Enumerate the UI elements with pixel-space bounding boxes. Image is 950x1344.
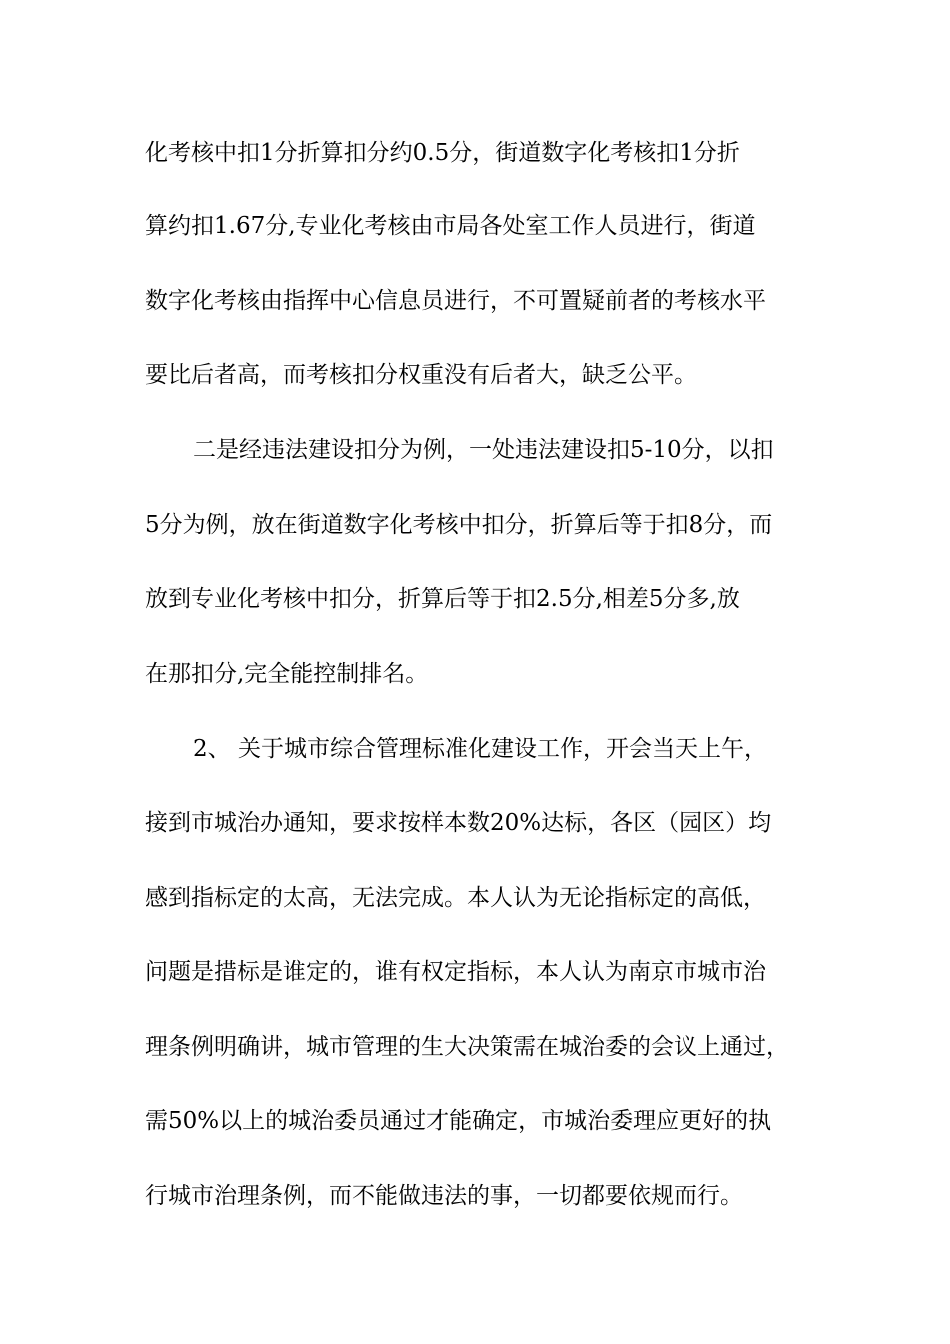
text-line-1: 化考核中扣1分折算扣分约0.5分，街道数字化考核扣1分折 <box>145 140 740 166</box>
text-line-4: 要比后者高，而考核扣分权重没有后者大，缺乏公平。 <box>145 362 697 388</box>
text-line-8: 在那扣分,完全能控制排名。 <box>145 661 429 687</box>
text-line-9: 2、 关于城市综合管理标准化建设工作，开会当天上午， <box>193 736 767 762</box>
text-line-11: 感到指标定的太高，无法完成。本人认为无论指标定的高低， <box>145 885 766 911</box>
text-line-6: 5分为例，放在街道数字化考核中扣分，折算后等于扣8分，而 <box>145 512 773 538</box>
text-line-2: 算约扣1.67分,专业化考核由市局各处室工作人员进行，街道 <box>145 213 756 239</box>
text-line-12: 问题是措标是谁定的，谁有权定指标，本人认为南京市城市治 <box>145 959 766 985</box>
text-line-13: 理条例明确讲，城市管理的生大决策需在城治委的会议上通过， <box>145 1034 789 1060</box>
text-line-7: 放到专业化考核中扣分，折算后等于扣2.5分,相差5分多,放 <box>145 586 740 612</box>
text-line-3: 数字化考核由指挥中心信息员进行，不可置疑前者的考核水平 <box>145 288 766 314</box>
text-line-15: 行城市治理条例，而不能做违法的事，一切都要依规而行。 <box>145 1183 743 1209</box>
text-line-14: 需50%以上的城治委员通过才能确定，市城治委理应更好的执 <box>145 1108 772 1134</box>
text-line-5: 二是经违法建设扣分为例，一处违法建设扣5-10分，以扣 <box>193 437 774 463</box>
text-line-10: 接到市城治办通知，要求按样本数20%达标，各区（园区）均 <box>145 810 772 836</box>
